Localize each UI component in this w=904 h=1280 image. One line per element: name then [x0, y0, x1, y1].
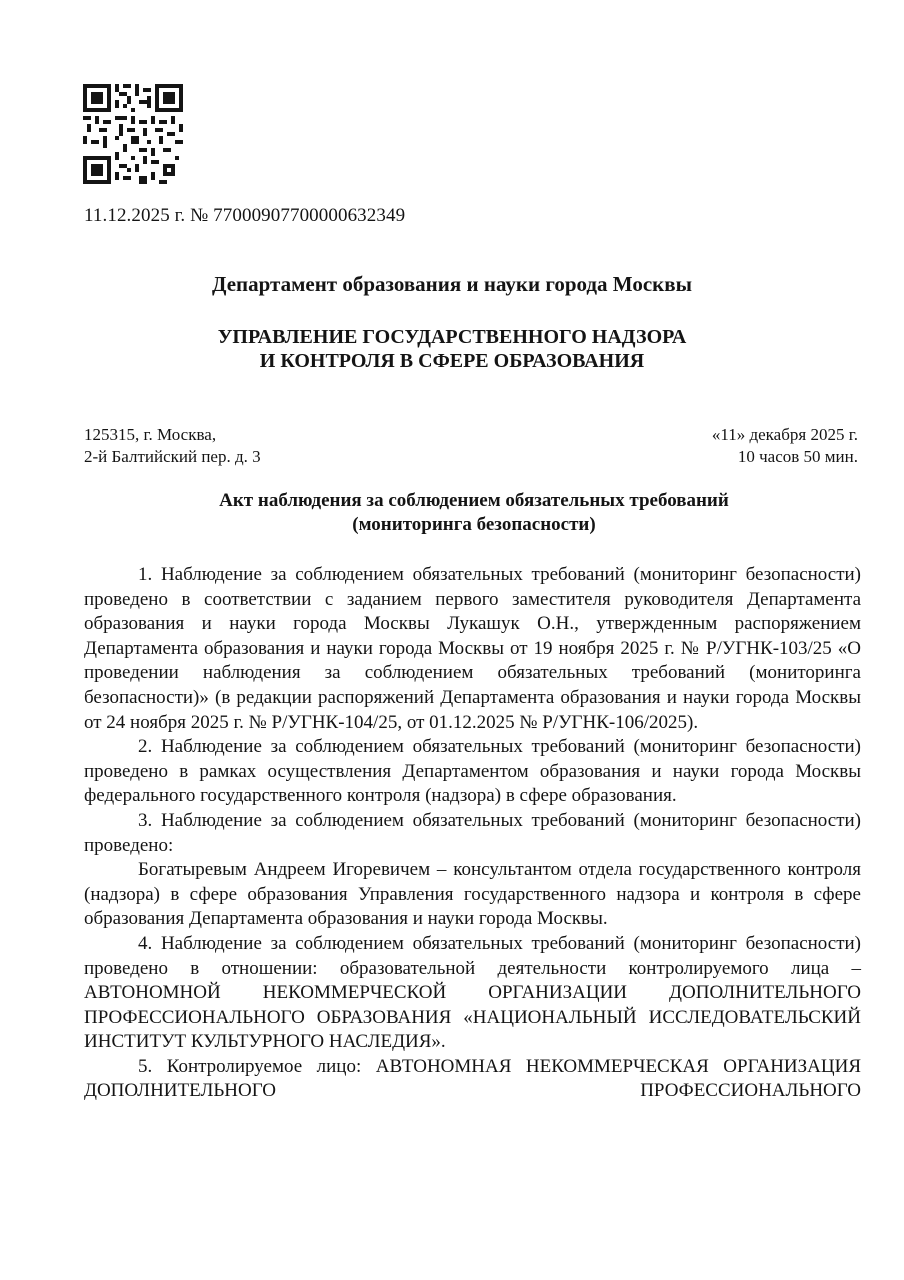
subdivision-name — [84, 325, 820, 373]
paragraph-inspector: Богатыревым Андреем Игоревичем – консультантом отдела государственного контроля (надзора) в сфере образования Управления государственного надзора и контроля в сфере образования Департамента образования и науки города Москвы. — [84, 859, 861, 930]
date-time-block — [712, 424, 858, 468]
paragraph-3: 3. Наблюдение за соблюдением обязательных требований (мониторинг безопасности) проведено: — [84, 809, 861, 856]
paragraph-1: 1. Наблюдение за соблюдением обязательных требований (мониторинг безопасности) проведено в соответствии с заданием первого заместителя руководителя Департамента образования и науки города Москвы Лукашук О.Н., утвержденным распоряжением Департамента образования и науки города Москвы от 19 ноября 2025 г. № Р/УГНК-103/25 «О проведении наблюдения за соблюдением обязательных требований (мониторинга безопасности)» (в редакции распоряжений Департамента образования и науки города Москвы от 24 ноября 2025 г. № Р/УГНК-104/25, от 01.12.2025 № Р/УГНК-106/2025). — [84, 564, 861, 733]
subdivision-line-1: УПРАВЛЕНИЕ ГОСУДАРСТВЕННОГО НАДЗОРА — [217, 326, 687, 348]
qr-code-icon — [83, 84, 183, 184]
address-block — [84, 424, 261, 468]
act-time: 10 часов 50 мин. — [737, 447, 858, 466]
subdivision-line-2: И КОНТРОЛЯ В СФЕРЕ ОБРАЗОВАНИЯ — [259, 350, 645, 372]
paragraph-4: 4. Наблюдение за соблюдением обязательных требований (мониторинг безопасности) проведено в отношении: образовательной деятельности контролируемого лица – АВТОНОМНОЙ НЕКОММЕРЧЕСКОЙ ОРГАНИЗАЦИИ ДОПОЛНИТЕЛЬНОГО ПРОФЕССИОНАЛЬНОГО ОБРАЗОВАНИЯ «НАЦИОНАЛЬНЫЙ ИССЛЕДОВАТЕЛЬСКИЙ ИНСТИТУТ КУЛЬТУРНОГО НАСЛЕДИЯ». — [84, 932, 861, 1053]
address-line-1: 125315, г. Москва, — [84, 425, 217, 444]
paragraph-2: 2. Наблюдение за соблюдением обязательных требований (мониторинг безопасности) проведено в рамках осуществления Департаментом образования и науки города Москвы федерального государственного контроля (надзора) в сфере образования. — [84, 736, 861, 807]
registration-number: 11.12.2025 г. № 77000907700000632349 — [84, 205, 406, 226]
address-line-2: 2-й Балтийский пер. д. 3 — [84, 447, 261, 466]
paragraph-5: 5. Контролируемое лицо: АВТОНОМНАЯ НЕКОММЕРЧЕСКАЯ ОРГАНИЗАЦИЯ ДОПОЛНИТЕЛЬНОГО ПРОФЕССИОНАЛЬНОГО — [84, 1055, 861, 1102]
act-body — [84, 563, 861, 1104]
department-name: Департамент образования и науки города Москвы — [211, 272, 692, 296]
act-title — [84, 489, 864, 537]
act-title-line-1: Акт наблюдения за соблюдением обязательных требований — [219, 490, 729, 511]
act-date: «11» декабря 2025 г. — [711, 425, 858, 444]
act-title-line-2: (мониторинга безопасности) — [352, 514, 596, 535]
